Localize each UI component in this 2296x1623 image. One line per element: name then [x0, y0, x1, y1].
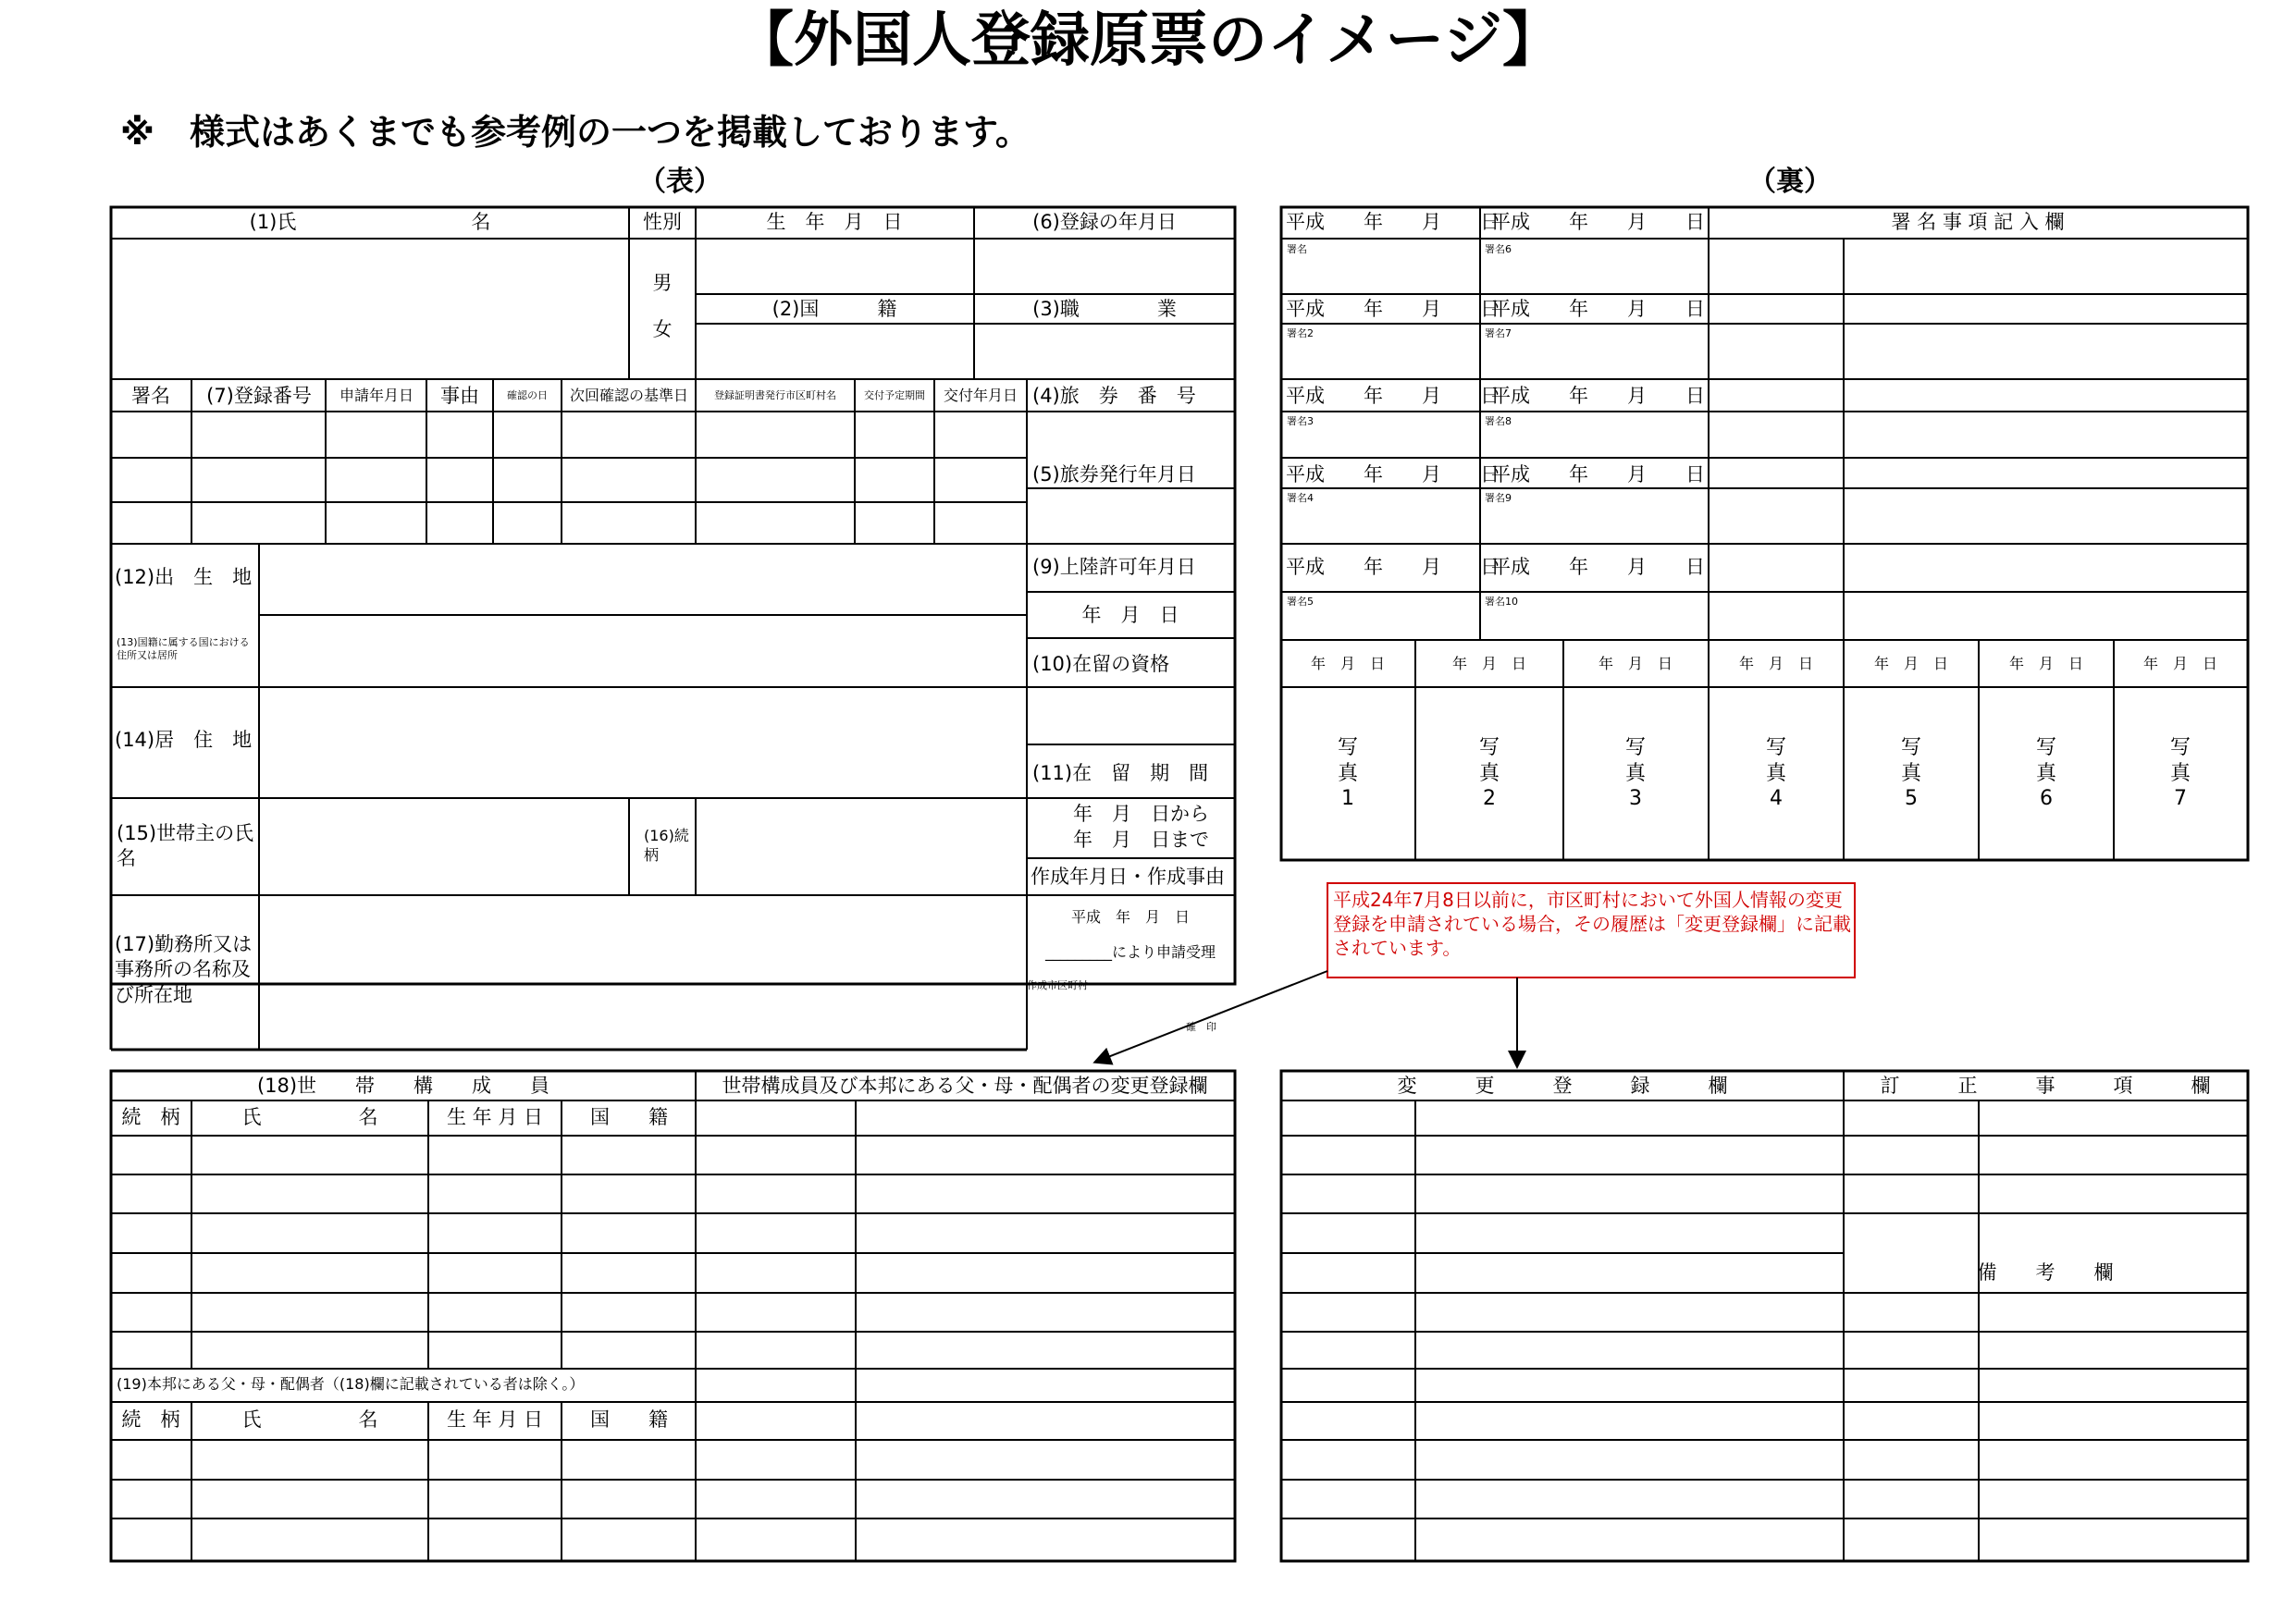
nationality-header: (2)国 籍: [772, 298, 897, 320]
home-address-label: (13)国籍に属する国における住所又は居所: [117, 636, 250, 662]
grid-header-confirm-date: 確認の日: [507, 389, 548, 401]
sig-date-l1: 平成 年 月 日: [1286, 211, 1500, 233]
photo-label-2: 写真2: [1478, 736, 1500, 810]
occupation-header: (3)職 業: [1032, 298, 1177, 320]
sig-label-6: 署名6: [1485, 243, 1512, 255]
photo-date-4: 年 月 日: [1738, 655, 1814, 672]
photo-label-3: 写真3: [1624, 736, 1646, 810]
sig-label-9: 署名9: [1485, 492, 1512, 504]
sex-header: 性別: [643, 211, 682, 233]
relative-col-name: 氏 名: [241, 1408, 378, 1431]
change-registration-header: 変 更 登 録 欄: [1397, 1075, 1728, 1097]
sig-label-5: 署名5: [1287, 596, 1314, 608]
sig-date-r5: 平成 年 月 日: [1491, 556, 1705, 578]
workplace-label: (17)勤務所又は事務所の名称及び所在地: [115, 933, 253, 1006]
photo-label-5: 写真5: [1900, 736, 1921, 810]
householder-label: (15)世帯主の氏 名: [117, 822, 274, 870]
photo-label-1: 写真1: [1337, 736, 1358, 810]
sig-label-2: 署名2: [1287, 327, 1314, 339]
grid-header-app-date: 申請年月日: [339, 387, 414, 404]
grid-header-issue-date: 交付年月日: [943, 387, 1018, 404]
photo-label-4: 写真4: [1765, 736, 1786, 810]
sig-label-3: 署名3: [1287, 415, 1314, 427]
changes-header: 世帯構成員及び本邦にある父・母・配偶者の変更登録欄: [722, 1075, 1208, 1097]
members-header: (18)世 帯 構 成 員: [256, 1075, 550, 1097]
created-city-label: 作成市区町村: [1027, 979, 1088, 991]
sex-male: 男: [652, 272, 673, 294]
dob-header: 生 年 月 日: [766, 211, 903, 233]
page-note: ※ 様式はあくまでも参考例の一つを掲載しております。: [120, 112, 1031, 153]
relative-col-dob: 生 年 月 日: [446, 1408, 544, 1431]
history-notice: 平成24年7月8日以前に，市区町村において外国人情報の変更登録を申請されている場合，その履歴は「変更登録欄」に記載されています。: [1333, 889, 1851, 959]
name-header: (1)氏 名: [249, 211, 491, 233]
sig-label-1: 署名: [1287, 243, 1307, 255]
photo-date-5: 年 月 日: [1873, 655, 1949, 672]
member-col-dob: 生 年 月 日: [446, 1106, 544, 1128]
photo-date-2: 年 月 日: [1451, 655, 1527, 672]
grid-header-reason: 事由: [440, 385, 479, 407]
created-date: 平成 年 月 日: [1070, 908, 1191, 926]
relative-col-relation: 続 柄: [121, 1408, 180, 1431]
photo-date-6: 年 月 日: [2008, 655, 2084, 672]
created-header: 作成年月日・作成事由: [1031, 866, 1225, 888]
period-label: (11)在 留 期 間: [1032, 762, 1209, 784]
grid-header-signature: 署名: [131, 385, 170, 407]
photo-date-3: 年 月 日: [1598, 655, 1673, 672]
passport-number-label: (4)旅 券 番 号: [1032, 385, 1196, 407]
status-label: (10)在留の資格: [1032, 653, 1170, 675]
front-side-label: （表）: [638, 166, 722, 198]
sig-label-8: 署名8: [1485, 415, 1512, 427]
landing-date-ymd: 年 月 日: [1081, 604, 1179, 626]
sig-date-l5: 平成 年 月 日: [1286, 556, 1500, 578]
grid-header-reg-no: (7)登録番号: [206, 385, 312, 407]
sig-label-10: 署名10: [1485, 596, 1518, 608]
sig-date-l2: 平成 年 月 日: [1286, 298, 1500, 320]
back-side-label: （裏）: [1748, 166, 1832, 198]
period-from: 年 月 日から: [1073, 803, 1209, 825]
relation-16-label: (16)続柄: [644, 827, 689, 864]
photo-label-7: 写真7: [2169, 736, 2191, 810]
remarks-header: 備 考 欄: [1977, 1261, 2114, 1284]
photo-label-6: 写真6: [2035, 736, 2056, 810]
member-col-relation: 続 柄: [121, 1106, 180, 1128]
grid-header-issuing-city: 登録証明書発行市区町村名: [714, 389, 836, 401]
registration-date-header: (6)登録の年月日: [1032, 211, 1177, 233]
sig-date-l3: 平成 年 月 日: [1286, 385, 1500, 407]
photo-date-7: 年 月 日: [2142, 655, 2218, 672]
period-to: 年 月 日まで: [1073, 829, 1209, 851]
birthplace-label: (12)出 生 地: [115, 566, 253, 588]
sig-date-r4: 平成 年 月 日: [1491, 463, 1705, 486]
sig-date-r1: 平成 年 月 日: [1491, 211, 1705, 233]
relatives-header: (19)本邦にある父・母・配偶者（(18)欄に記載されている者は除く。）: [117, 1375, 585, 1393]
signature-header: 署 名 事 項 記 入 欄: [1891, 211, 2065, 233]
page-title: 【外国人登録原票のイメージ】: [734, 6, 1562, 75]
passport-issue-date-label: (5)旅券発行年月日: [1032, 463, 1196, 486]
sig-label-7: 署名7: [1485, 327, 1512, 339]
grid-header-next-confirm: 次回確認の基準日: [569, 387, 689, 404]
application-received: _________により申請受理: [1044, 943, 1216, 961]
landing-date-label: (9)上陸許可年月日: [1032, 556, 1196, 578]
grid-header-issue-period: 交付予定期間: [864, 389, 925, 401]
photo-date-1: 年 月 日: [1310, 655, 1386, 672]
sig-date-r3: 平成 年 月 日: [1491, 385, 1705, 407]
sig-date-l4: 平成 年 月 日: [1286, 463, 1500, 486]
relative-col-nationality: 国 籍: [590, 1408, 668, 1431]
member-col-name: 氏 名: [241, 1106, 378, 1128]
correction-header: 訂 正 事 項 欄: [1880, 1075, 2211, 1097]
sex-female: 女: [652, 318, 673, 340]
sig-date-r2: 平成 年 月 日: [1491, 298, 1705, 320]
seal-label: 確 印: [1186, 1021, 1216, 1033]
member-col-nationality: 国 籍: [590, 1106, 668, 1128]
residence-label: (14)居 住 地: [115, 729, 253, 751]
sig-label-4: 署名4: [1287, 492, 1314, 504]
